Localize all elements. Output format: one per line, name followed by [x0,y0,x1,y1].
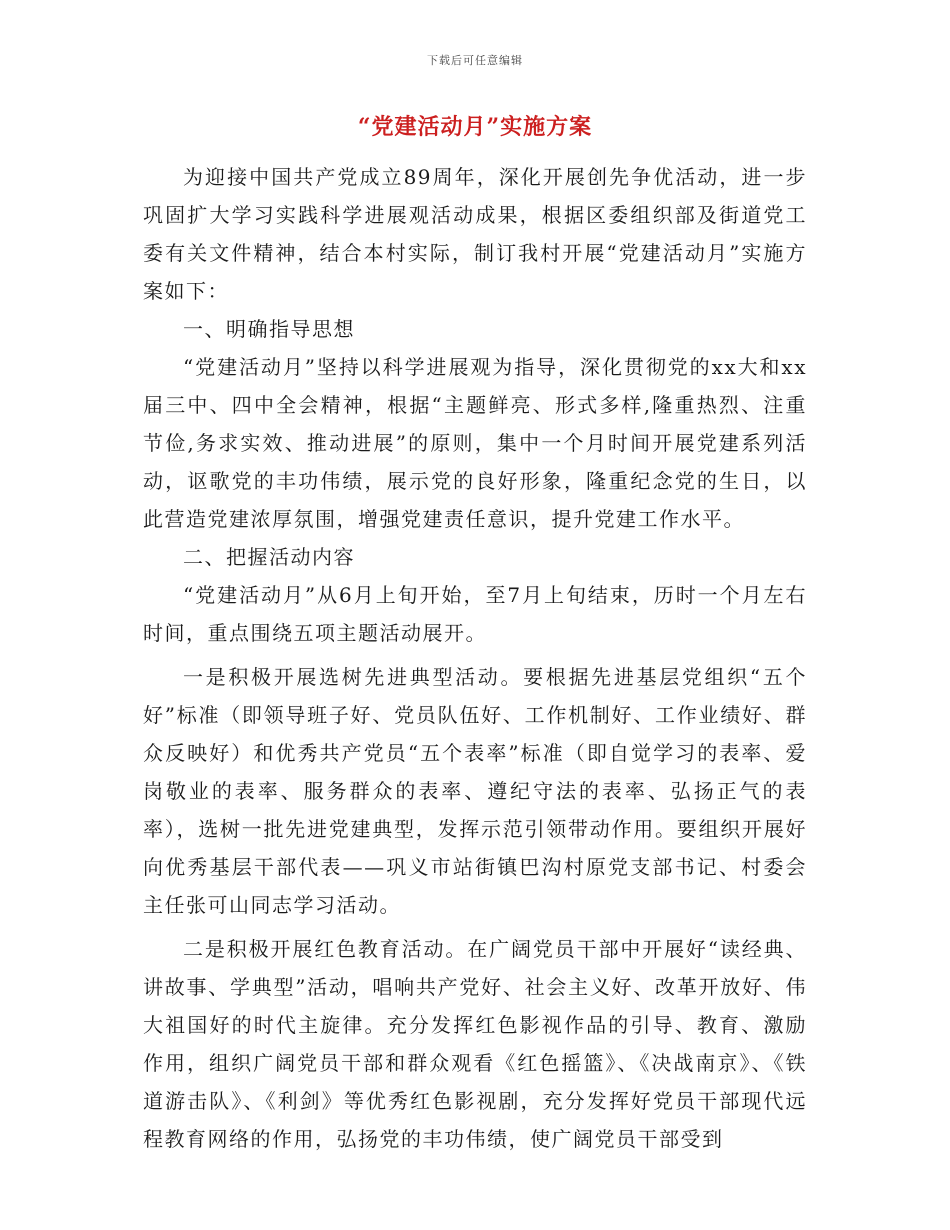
paragraph-second-activity: 二是积极开展红色教育活动。在广阔党员干部中开展好“读经典、讲故事、学典型”活动，唱响共产党好、社会主义好、改革开放好、伟大祖国好的时代主旋律。充分发挥红色影视作品的引导、教育、激励作用，组织广阔党员干部和群众观看《红色摇篮》、《决战南京》、《铁道游击队》、《利剑》等优秀红色影视剧，充分发挥好党员干部现代远程教育网络的作用，弘扬党的丰功伟绩，使广阔党员干部受到 [143,937,807,1151]
document-body [143,158,807,1158]
header-note: 下载后可任意编辑 [427,54,523,67]
document-title: “党建活动月”实施方案 [357,114,593,140]
paragraph-activity-period: “党建活动月”从6月上旬开始，至7月上旬结束，历时一个月左右时间，重点围绕五项主题活动展开。 [143,583,807,645]
paragraph-first-activity: 一是积极开展选树先进典型活动。要根据先进基层党组织“五个好”标准（即领导班子好、党员队伍好、工作机制好、工作业绩好、群众反映好）和优秀共产党员“五个表率”标准（即自觉学习的表率、爱岗敬业的表率、服务群众的表率、遵纪守法的表率、弘扬正气的表率），选树一批先进党建典型，发挥示范引领带动作用。要组织开展好向优秀基层干部代表——巩义市站街镇巴沟村原党支部书记、村委会主任张可山同志学习活动。 [143,665,807,917]
paragraph-intro: 为迎接中国共产党成立89周年，深化开展创先争优活动，进一步巩固扩大学习实践科学进展观活动成果，根据区委组织部及街道党工委有关文件精神，结合本村实际，制订我村开展“党建活动月”实施方案如下： [143,165,807,303]
section-heading-2: 二、把握活动内容 [183,545,355,569]
paragraph-guiding-thought: “党建活动月”坚持以科学进展观为指导，深化贯彻党的xx大和xx届三中、四中全会精神，根据“主题鲜亮、形式多样,隆重热烈、注重节俭,务求实效、推动进展”的原则，集中一个月时间开展党建系列活动，讴歌党的丰功伟绩，展示党的良好形象，隆重纪念党的生日，以此营造党建浓厚氛围，增强党建责任意识，提升党建工作水平。 [143,355,807,531]
section-heading-1: 一、明确指导思想 [183,317,355,341]
